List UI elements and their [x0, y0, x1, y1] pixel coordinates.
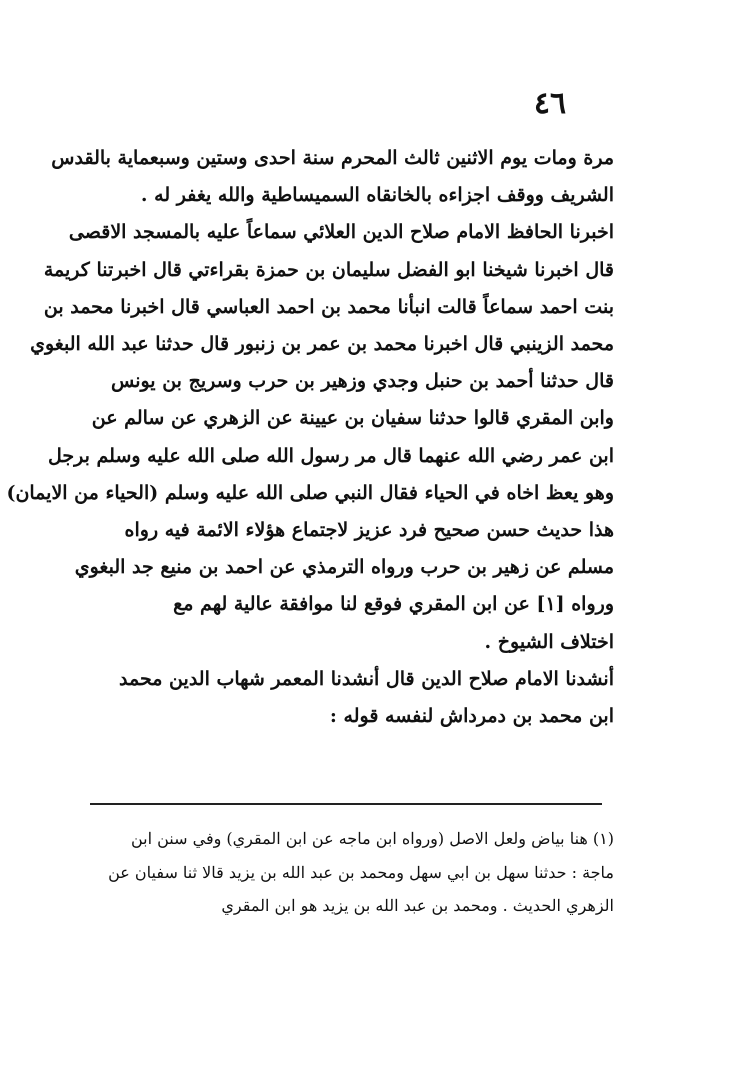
- page-number: ٤٦: [533, 86, 567, 121]
- text-line: أنشدنا الامام صلاح الدين قال أنشدنا المعمر شهاب الدين محمد: [119, 667, 614, 690]
- text-line: محمد الزينبي قال اخبرنا محمد بن عمر بن زنبور قال حدثنا عبد الله البغوي: [30, 333, 614, 356]
- footnote-line: الزهري الحديث . ومحمد بن عبد الله بن يزيد هو ابن المقري: [221, 896, 614, 915]
- footnote-line: ماجة : حدثنا سهل بن ابي سهل ومحمد بن عبد الله بن يزيد قالا ثنا سفيان عن: [108, 862, 614, 882]
- text-line: بنت احمد سماعاً قالت انبأنا محمد بن احمد العباسي قال اخبرنا محمد بن: [43, 295, 614, 318]
- footnote-line: (١) هنا بياض ولعل الاصل (ورواه ابن ماجه عن ابن المقري) وفي سنن ابن: [130, 829, 614, 848]
- footnote-divider: [90, 803, 602, 805]
- text-line: ورواه [١] عن ابن المقري فوقع لنا موافقة عالية لهم مع: [173, 593, 614, 616]
- text-line: الشريف ووقف اجزاءه بالخانقاه السميساطية والله يغفر له .: [140, 184, 614, 207]
- text-line: مرة ومات يوم الاثنين ثالث المحرم سنة احدى وستين وسبعماية بالقدس: [51, 147, 614, 169]
- text-line: اخبرنا الحافظ الامام صلاح الدين العلائي سماعاً عليه بالمسجد الاقصى: [68, 221, 614, 244]
- text-line: وابن المقري قالوا حدثنا سفيان بن عيينة عن الزهري عن سالم عن: [91, 407, 614, 430]
- text-line: ابن محمد بن دمرداش لنفسه قوله :: [329, 705, 614, 728]
- main-text: [6, 140, 614, 735]
- text-line: اختلاف الشيوخ .: [484, 630, 614, 653]
- text-line: قال اخبرنا شيخنا ابو الفضل سليمان بن حمزة بقراءتي قال اخبرتنا كريمة: [43, 258, 614, 281]
- text-line: مسلم عن زهير بن حرب ورواه الترمذي عن احمد بن منيع جد البغوي: [74, 556, 614, 579]
- footnotes: [92, 822, 614, 923]
- text-line: قال حدثنا أحمد بن حنبل وجدي وزهير بن حرب وسريج بن يونس: [110, 370, 614, 393]
- text-line: هذا حديث حسن صحيح فرد عزيز لاجتماع هؤلاء الائمة فيه رواه: [124, 519, 614, 542]
- text-line: وهو يعظ اخاه في الحياء فقال النبي صلى الله عليه وسلم (الحياء من الايمان): [6, 481, 614, 504]
- text-line: ابن عمر رضي الله عنهما قال مر رسول الله صلى الله عليه وسلم برجل: [47, 444, 614, 467]
